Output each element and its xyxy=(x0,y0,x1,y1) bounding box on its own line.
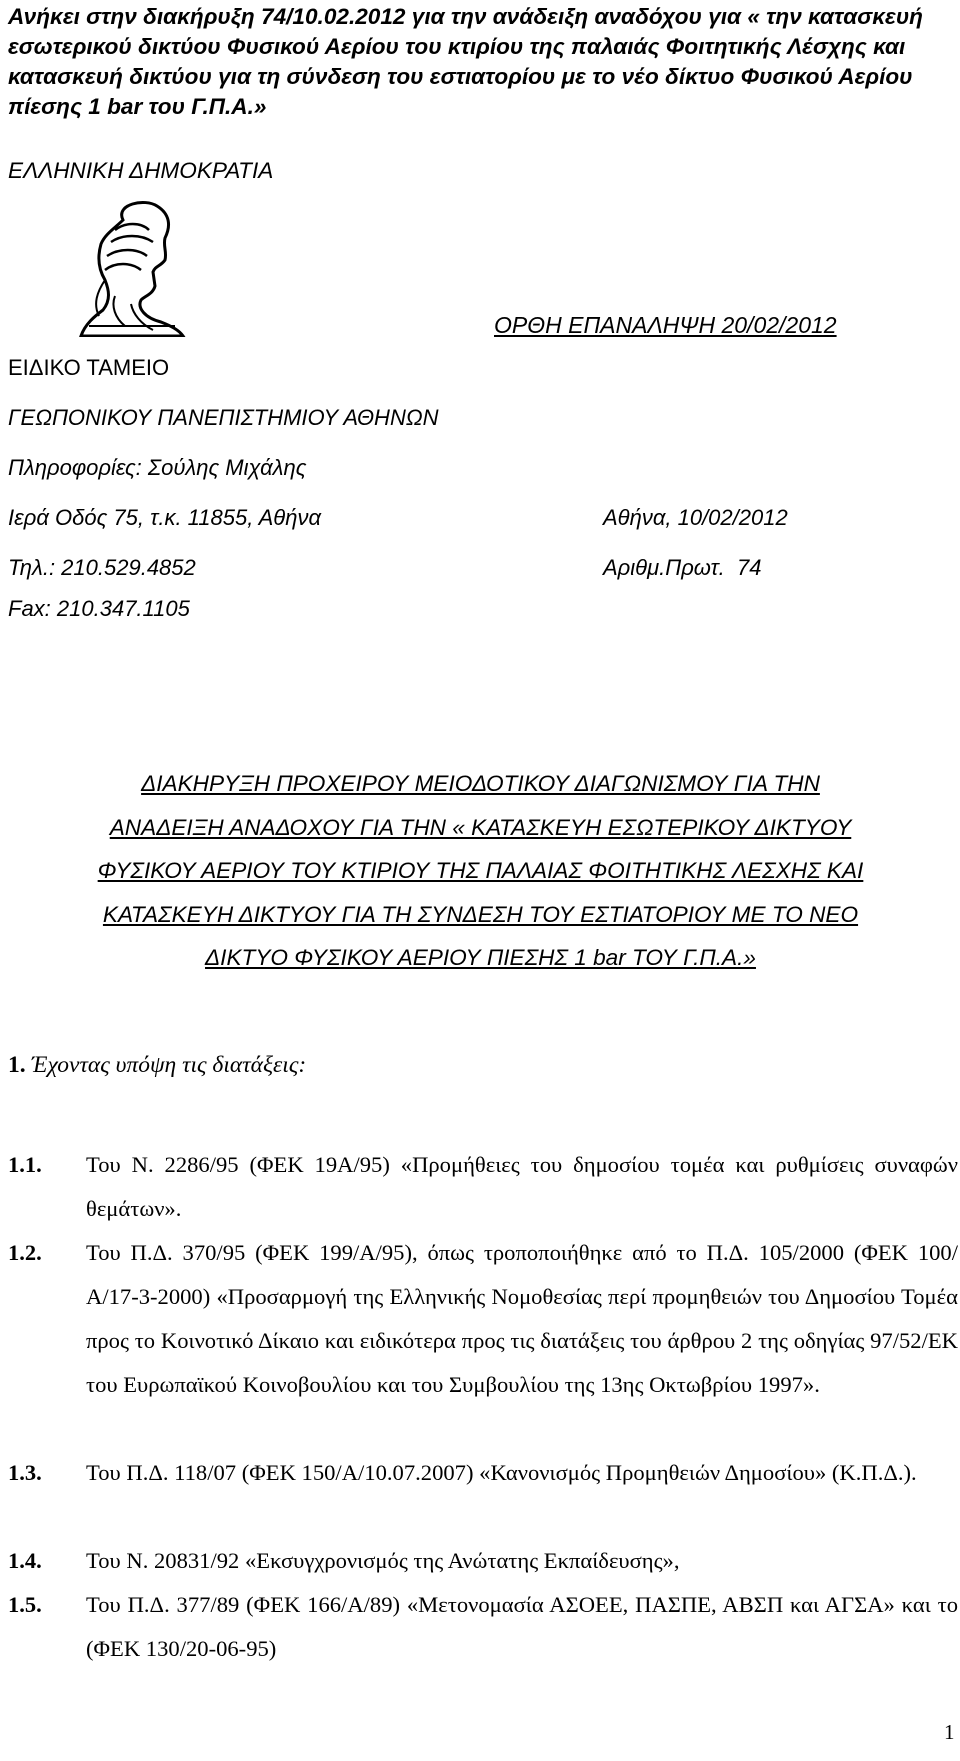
document-title xyxy=(8,762,953,980)
item-number: 1.5. xyxy=(8,1592,42,1617)
university-name: ΓΕΩΠΟΝΙΚΟΥ ΠΑΝΕΠΙΣΤΗΜΙΟΥ ΑΘΗΝΩΝ xyxy=(8,405,439,430)
title-line: ΔΙΑΚΗΡΥΞΗ ΠΡΟΧΕΙΡΟΥ ΜΕΙΟΔΟΤΙΚΟΥ ΔΙΑΓΩΝΙΣΜΟΥ ΓΙΑ ΤΗΝ xyxy=(141,771,820,796)
fax: Fax: 210.347.1105 xyxy=(8,596,190,621)
athena-logo-icon xyxy=(75,200,190,337)
republic-heading: ΕΛΛΗΝΙΚΗ ΔΗΜΟΚΡΑΤΙΑ xyxy=(8,158,274,183)
phone: Τηλ.: 210.529.4852 xyxy=(8,555,196,580)
title-line: ΔΙΚΤΥΟ ΦΥΣΙΚΟΥ ΑΕΡΙΟΥ ΠΙΕΣΗΣ 1 bar ΤΟΥ Γ.Π.Α.» xyxy=(205,945,756,970)
item-text: Του Ν. 2286/95 (ΦΕΚ 19Α/95) «Προμήθειες του δημοσίου τομέα και ρυθμίσεις συναφών θεμάτων». xyxy=(86,1152,958,1221)
title-line: ΦΥΣΙΚΟΥ ΑΕΡΙΟΥ ΤΟΥ ΚΤΙΡΙΟΥ ΤΗΣ ΠΑΛΑΙΑΣ ΦΟΙΤΗΤΙΚΗΣ ΛΕΣΧΗΣ ΚΑΙ xyxy=(97,858,864,883)
fund-name: ΕΙΔΙΚΟ ΤΑΜΕΙΟ xyxy=(8,355,170,380)
item-number: 1.1. xyxy=(8,1152,42,1177)
section-text: Έχοντας υπόψη τις διατάξεις: xyxy=(31,1052,307,1078)
item-text: Του Ν. 20831/92 «Εκσυγχρονισμός της Ανώτατης Εκπαίδευσης», xyxy=(86,1548,680,1573)
title-line: ΑΝΑΔΕΙΞΗ ΑΝΑΔΟΧΟΥ ΓΙΑ ΤΗΝ « ΚΑΤΑΣΚΕΥΗ ΕΣΩΤΕΡΙΚΟΥ ΔΙΚΤΥΟΥ xyxy=(109,814,852,840)
section-heading xyxy=(8,1052,306,1079)
contact-info: Πληροφορίες: Σούλης Μιχάλης xyxy=(8,455,307,480)
header-note: Ανήκει στην διακήρυξη 74/10.02.2012 για την ανάδειξη αναδόχου για « την κατασκευή εσωτερικού δικτύου Φυσικού Αερίου του κτιρίου της παλαιάς Φοιτητικής Λέσχης και κατασκευή δικτύου για τη σύνδεση του εστιατορίου με το νέο δίκτυο Φυσικού Αερίου πίεσης 1 bar του Γ.Π.Α.» xyxy=(8,4,923,119)
section-number: 1. xyxy=(8,1052,26,1078)
item-number: 1.3. xyxy=(8,1460,42,1485)
address: Ιερά Οδός 75, τ.κ. 11855, Αθήνα xyxy=(8,505,322,530)
item-text: Του Π.Δ. 377/89 (ΦΕΚ 166/Α/89) «Μετονομασία ΑΣΟΕΕ, ΠΑΣΠΕ, ΑΒΣΠ και ΑΓΣΑ» και το (ΦΕΚ 130/20-06-95) xyxy=(86,1592,958,1661)
page-number: 1 xyxy=(944,1720,955,1744)
protocol-number: Αριθμ.Πρωτ. 74 xyxy=(603,555,762,580)
repeat-notice: ΟΡΘΗ ΕΠΑΝΑΛΗΨΗ 20/02/2012 xyxy=(494,312,837,338)
item-text: Του Π.Δ. 370/95 (ΦΕΚ 199/Α/95), όπως τροποποιήθηκε από το Π.Δ. 105/2000 (ΦΕΚ 100/Α/17-3-2000) «Προσαρμογή της Ελληνικής Νομοθεσίας περί προμηθειών του Δημοσίου Τομέα προς το Κοινοτικό Δίκαιο και ειδικότερα προς τις διατάξεις του άρθρου 2 της οδηγίας 97/52/ΕΚ του Ευρωπαϊκού Κοινοβουλίου και του Συμβουλίου της 13ης Οκτωβρίου 1997». xyxy=(86,1240,958,1397)
item-text: Του Π.Δ. 118/07 (ΦΕΚ 150/Α/10.07.2007) «Κανονισμός Προμηθειών Δημοσίου» (Κ.Π.Δ.). xyxy=(86,1460,917,1485)
document-date: Αθήνα, 10/02/2012 xyxy=(603,505,788,530)
item-number: 1.2. xyxy=(8,1240,42,1265)
item-number: 1.4. xyxy=(8,1548,42,1573)
title-line: ΚΑΤΑΣΚΕΥΗ ΔΙΚΤΥΟΥ ΓΙΑ ΤΗ ΣΥΝΔΕΣΗ ΤΟΥ ΕΣΤΙΑΤΟΡΙΟΥ ΜΕ ΤΟ ΝΕΟ xyxy=(102,901,859,927)
